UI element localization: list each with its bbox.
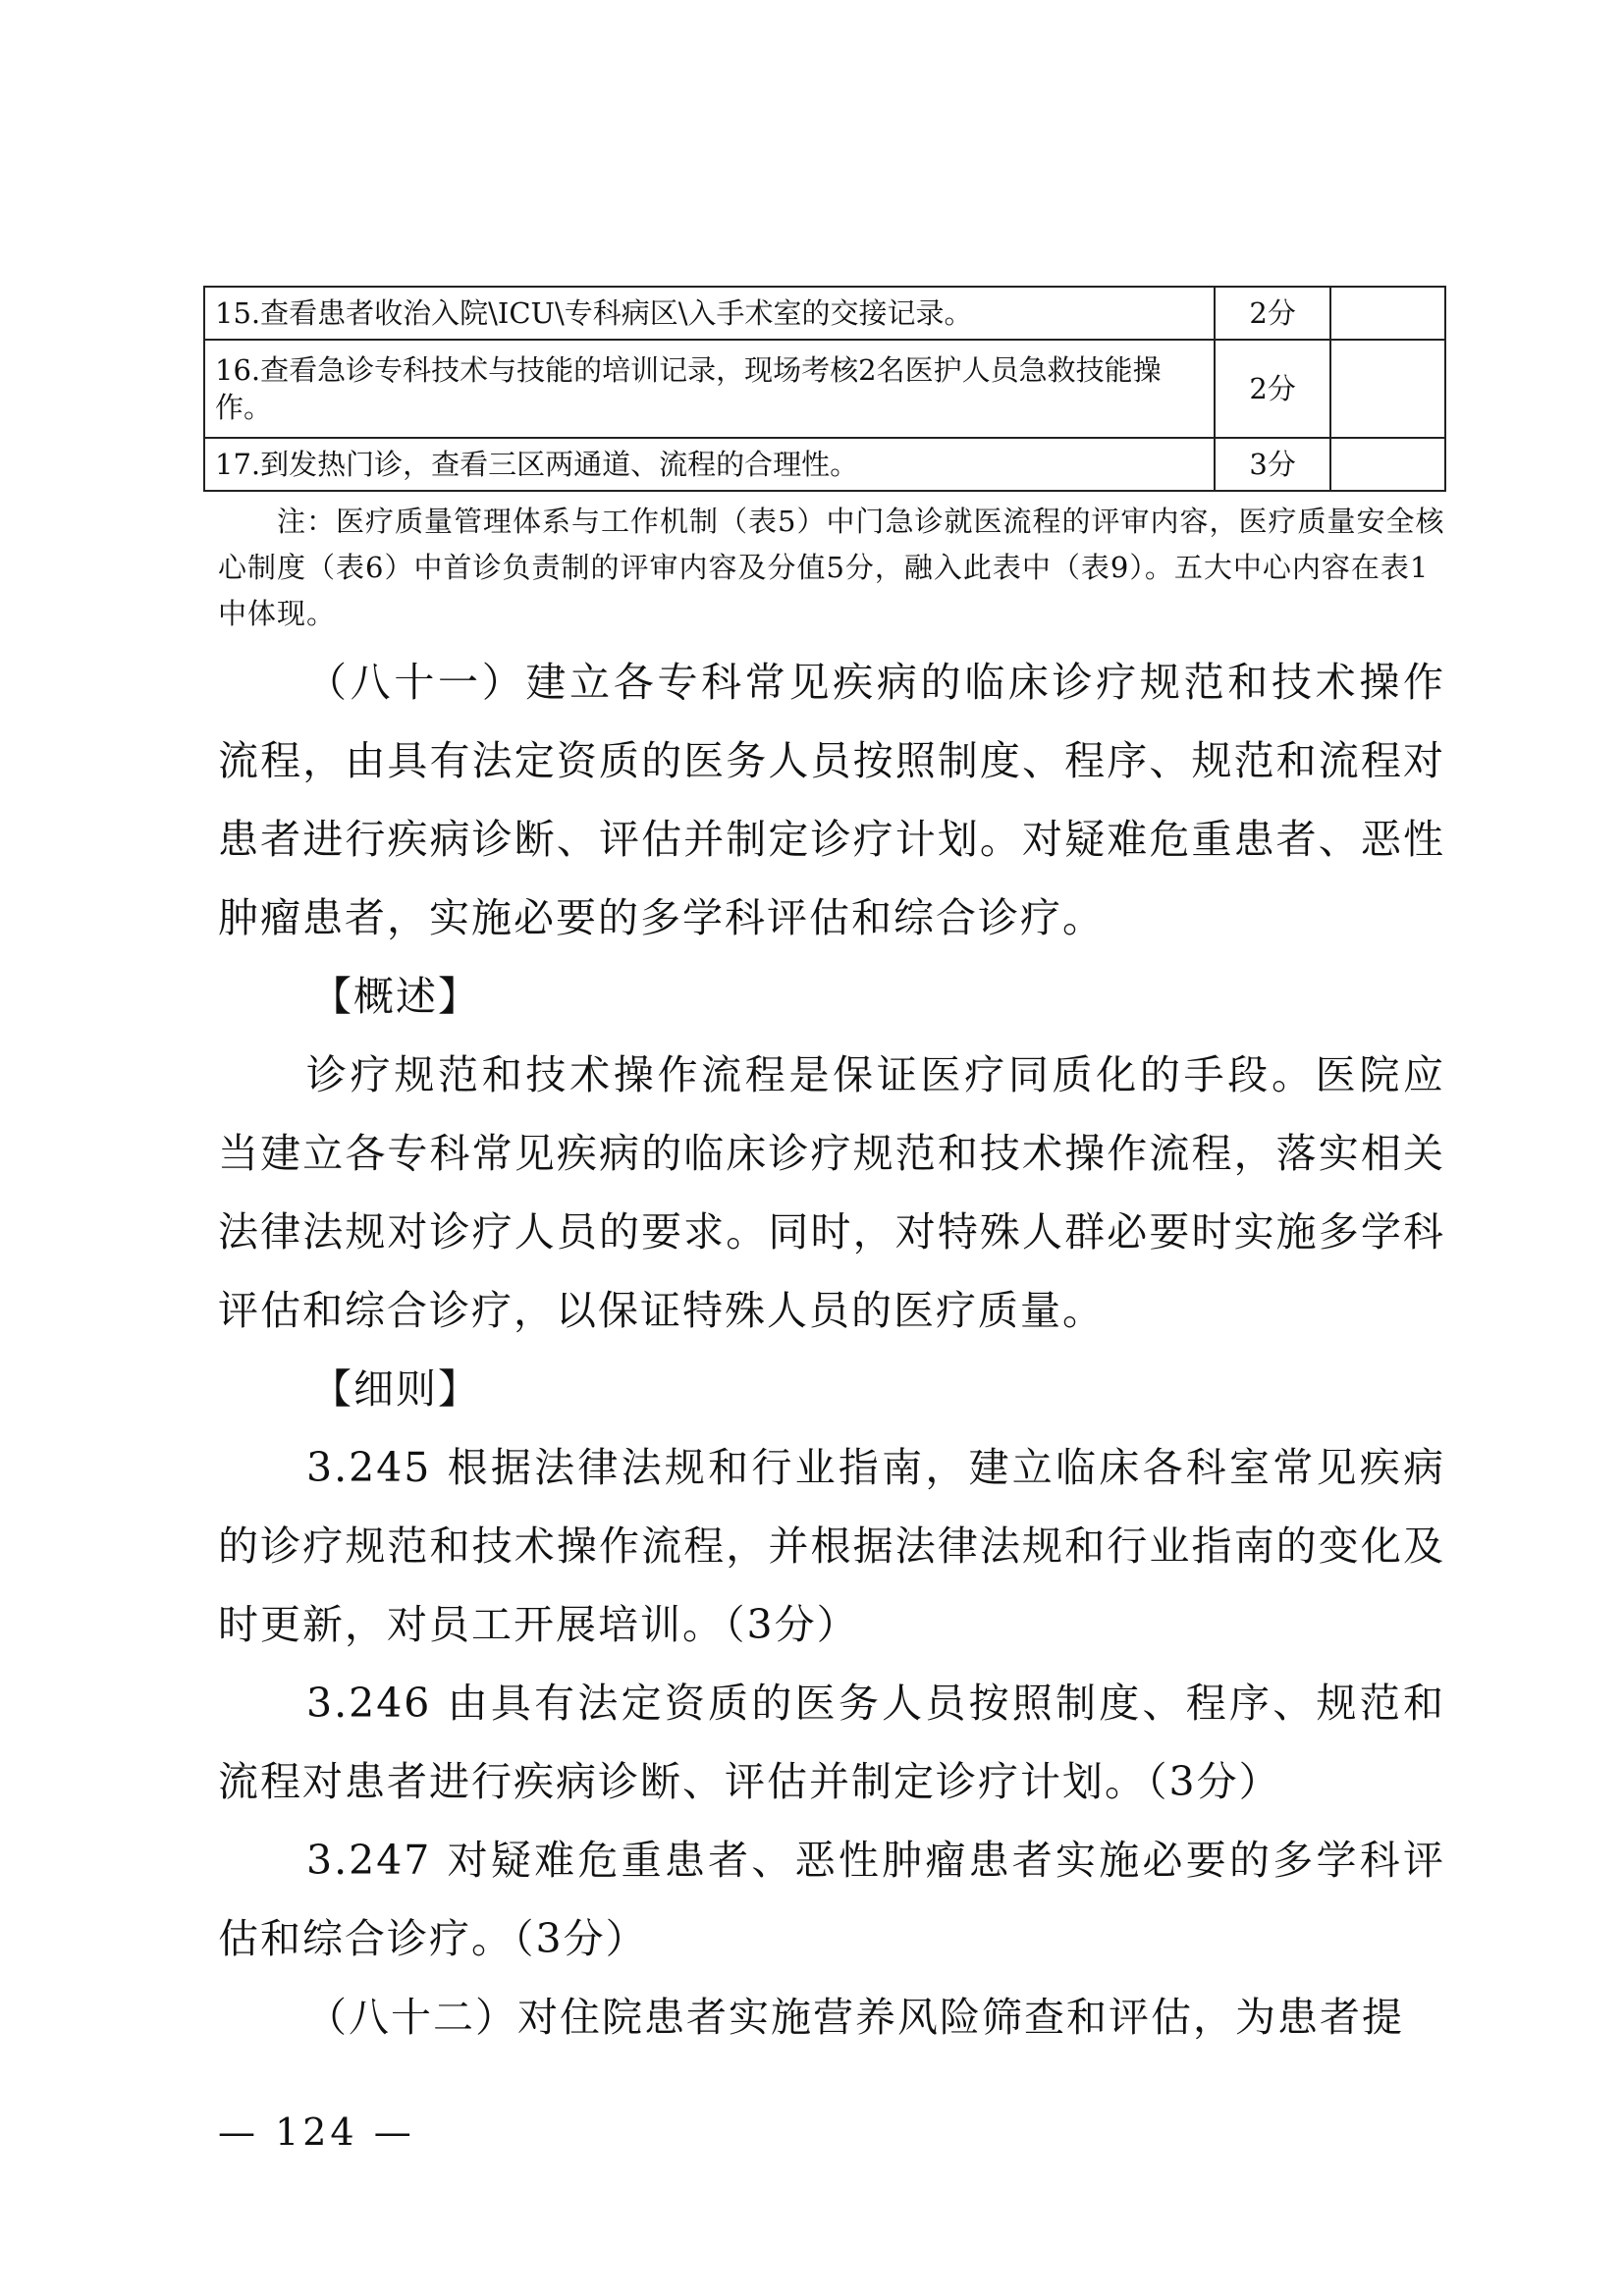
overview-paragraph: 诊疗规范和技术操作流程是保证医疗同质化的手段。医院应当建立各专科常见疾病的临床诊疗规范和技术操作流程，落实相关法律法规对诊疗人员的要求。同时，对特殊人群必要时实施多学科评估和综合诊疗，以保证特殊人员的医疗质量。	[218, 1051, 1445, 1334]
table-row	[204, 340, 1445, 438]
detail-3-247: 3.247 对疑难危重患者、恶性肿瘤患者实施必要的多学科评估和综合诊疗。（3分）	[218, 1837, 1445, 1962]
table-row	[204, 438, 1445, 491]
table-score-cell: 2分	[1215, 287, 1331, 340]
detail-3-246: 3.246 由具有法定资质的医务人员按照制度、程序、规范和流程对患者进行疾病诊断、评估并制定诊疗计划。（3分）	[218, 1680, 1445, 1805]
table-item-cell: 15.查看患者收治入院\ICU\专科病区\入手术室的交接记录。	[204, 287, 1215, 340]
score-table	[203, 286, 1446, 492]
table-blank-cell	[1330, 438, 1445, 491]
table-item-cell: 17.到发热门诊，查看三区两通道、流程的合理性。	[204, 438, 1215, 491]
table-blank-cell	[1330, 340, 1445, 438]
note-text: 注：医疗质量管理体系与工作机制（表5）中门急诊就医流程的评审内容，医疗质量安全核心制度（表6）中首诊负责制的评审内容及分值5分，融入此表中（表9）。五大中心内容在表1中体现。	[218, 505, 1445, 630]
body-text	[218, 643, 1445, 2056]
table-item-cell: 16.查看急诊专科技术与技能的培训记录，现场考核2名医护人员急救技能操作。	[204, 340, 1215, 438]
overview-heading: 【概述】	[311, 973, 480, 1020]
table-row	[204, 287, 1445, 340]
table-blank-cell	[1330, 287, 1445, 340]
paragraph-81: （八十一）建立各专科常见疾病的临床诊疗规范和技术操作流程，由具有法定资质的医务人员按照制度、程序、规范和流程对患者进行疾病诊断、评估并制定诊疗计划。对疑难危重患者、恶性肿瘤患者，实施必要的多学科评估和综合诊疗。	[218, 659, 1445, 941]
table-note	[218, 499, 1445, 637]
table-score-cell: 3分	[1215, 438, 1331, 491]
paragraph-82: （八十二）对住院患者实施营养风险筛查和评估，为患者提	[306, 1994, 1404, 2041]
details-heading: 【细则】	[311, 1365, 480, 1413]
detail-3-245: 3.245 根据法律法规和行业指南，建立临床各科室常见疾病的诊疗规范和技术操作流程，并根据法律法规和行业指南的变化及时更新，对员工开展培训。（3分）	[218, 1444, 1445, 1648]
page-number: — 124 —	[218, 2110, 415, 2154]
table-score-cell: 2分	[1215, 340, 1331, 438]
